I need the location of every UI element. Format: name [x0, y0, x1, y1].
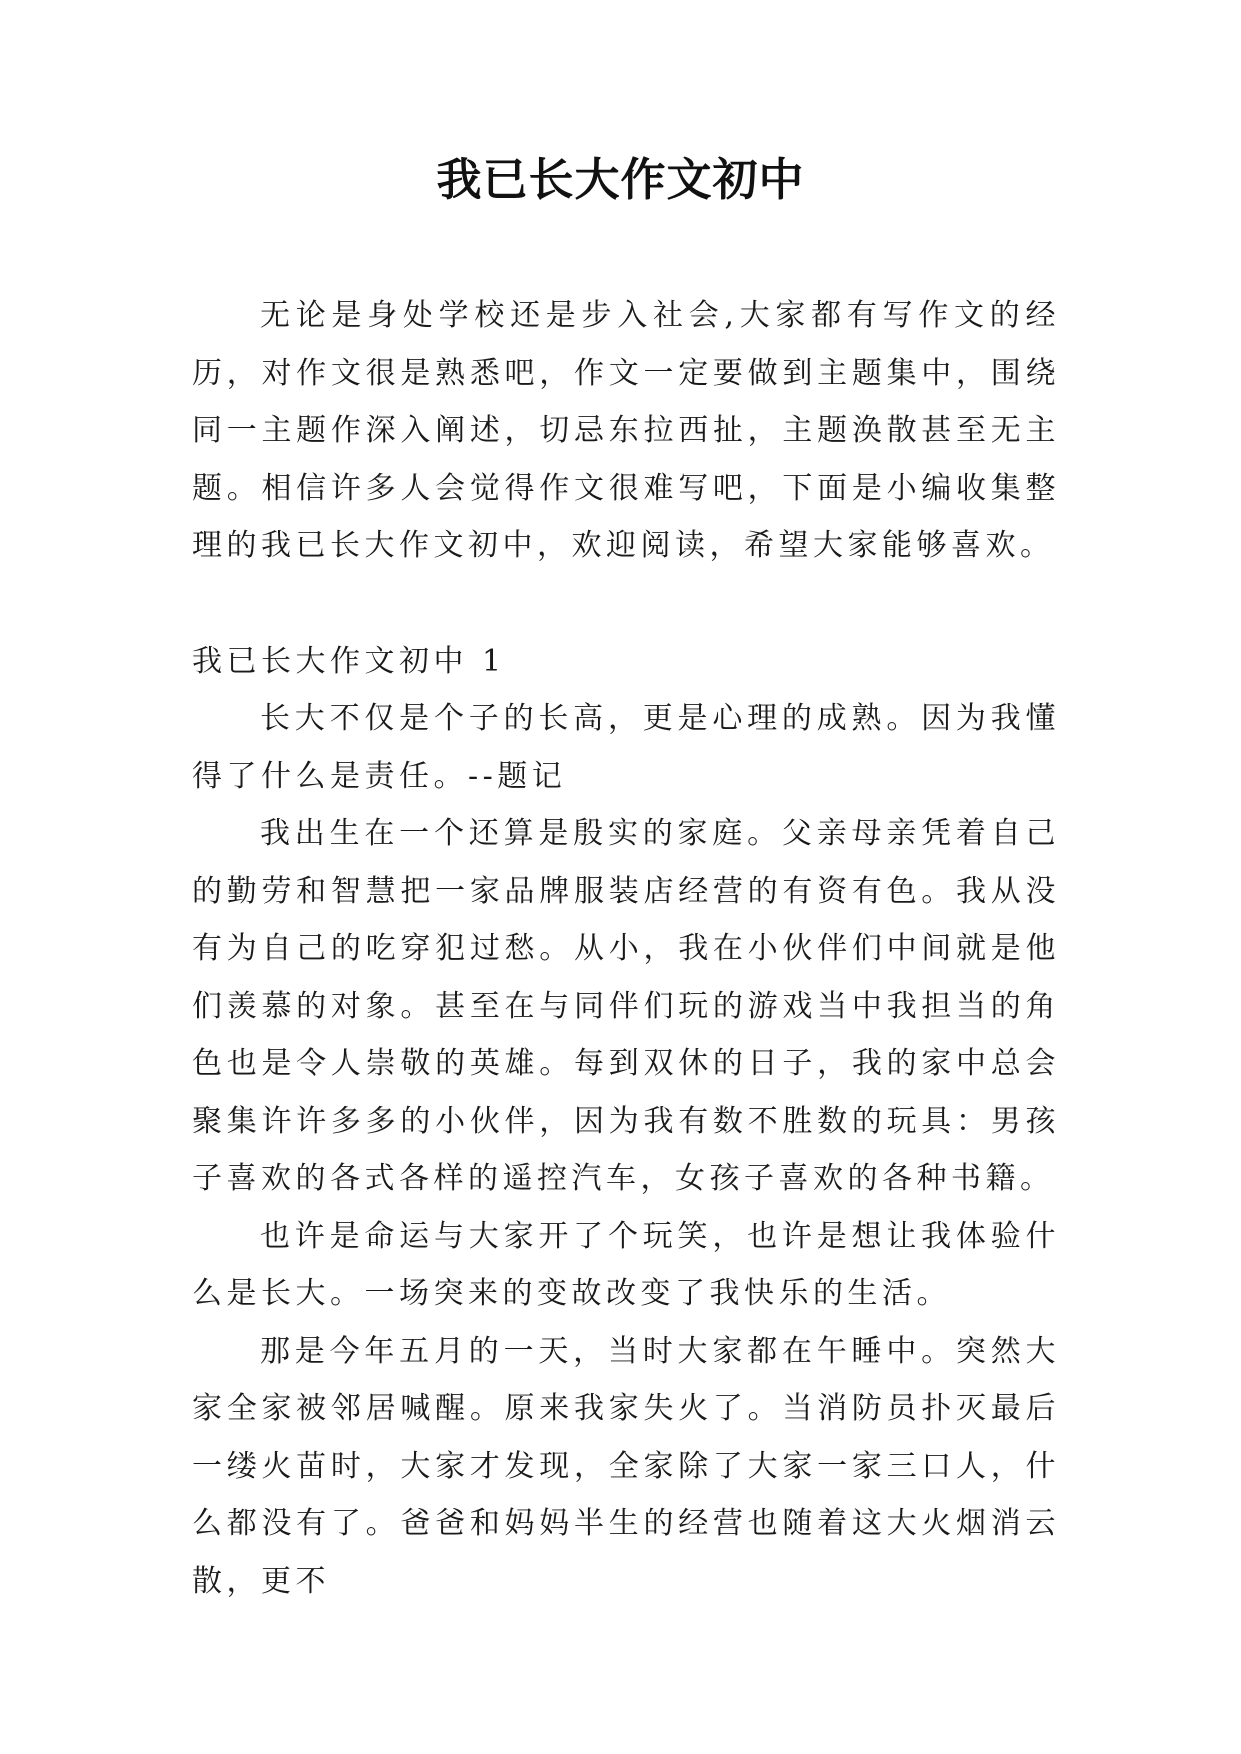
body-paragraph-4: 那是今年五月的一天，当时大家都在午睡中。突然大家全家被邻居喊醒。原来我家失火了。当消防员扑灭最后一缕火苗时，大家才发现，全家除了大家一家三口人，什么都没有了。爸爸和妈妈半生的经营也随着这大火烟消云散，更不	[192, 1333, 1060, 1599]
page-title: 我已长大作文初中	[436, 153, 805, 206]
document-body	[192, 287, 1060, 1610]
body-paragraph-1: 长大不仅是个子的长高，更是心理的成熟。因为我懂得了什么是责任。--题记	[192, 701, 1060, 794]
section-heading: 我已长大作文初中 1	[192, 643, 506, 679]
body-paragraph-2: 我出生在一个还算是殷实的家庭。父亲母亲凭着自己的勤劳和智慧把一家品牌服装店经营的有资有色。我从没有为自己的吃穿犯过愁。从小，我在小伙伴们中间就是他们羡慕的对象。甚至在与同伴们玩的游戏当中我担当的角色也是令人崇敬的英雄。每到双休的日子，我的家中总会聚集许许多多的小伙伴，因为我有数不胜数的玩具：男孩子喜欢的各式各样的遥控汽车，女孩子喜欢的各种书籍。	[192, 816, 1060, 1196]
paragraph-gap	[192, 575, 1060, 633]
body-paragraph-3: 也许是命运与大家开了个玩笑，也许是想让我体验什么是长大。一场突来的变故改变了我快乐的生活。	[192, 1218, 1060, 1311]
intro-paragraph: 无论是身处学校还是步入社会,大家都有写作文的经历，对作文很是熟悉吧，作文一定要做到主题集中，围绕同一主题作深入阐述，切忌东拉西扯，主题涣散甚至无主题。相信许多人会觉得作文很难写吧，下面是小编收集整理的我已长大作文初中，欢迎阅读，希望大家能够喜欢。	[192, 298, 1060, 563]
